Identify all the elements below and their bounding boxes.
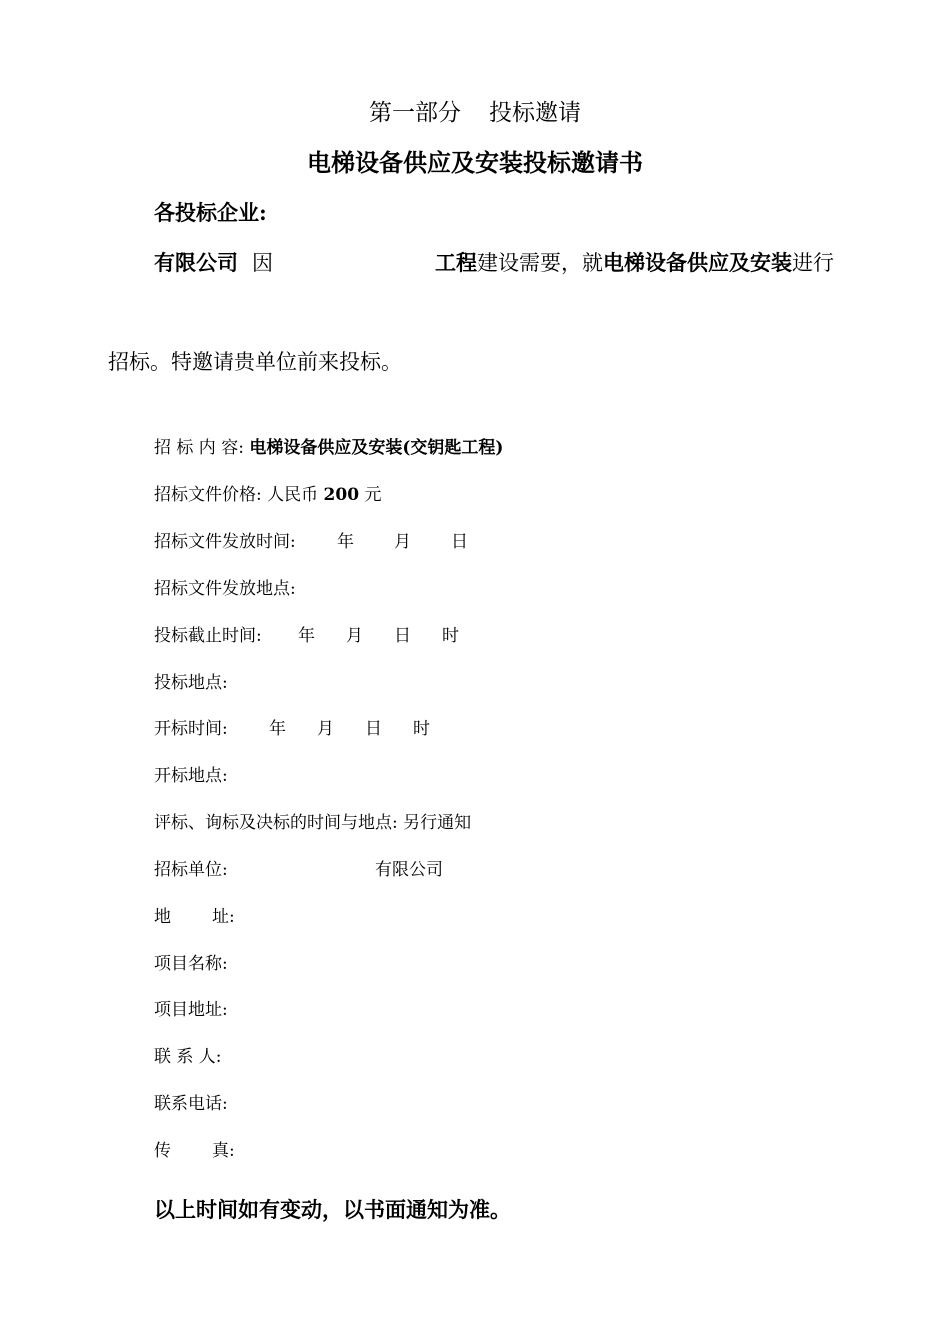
field-deadline	[154, 626, 459, 646]
field-issue-place: 招标文件发放地点:	[154, 579, 296, 599]
year-unit: 年	[298, 626, 315, 646]
hour-unit: 时	[442, 626, 459, 646]
field-label: 开标时间:	[154, 719, 228, 739]
price-unit: 元	[364, 485, 382, 505]
field-label: 招标单位:	[154, 860, 228, 880]
field-issue-time	[154, 532, 468, 552]
intro-line-1	[154, 252, 834, 274]
intro-line-2: 招标。特邀请贵单位前来投标。	[108, 350, 402, 374]
field-label: 投标截止时间:	[154, 626, 262, 646]
field-fax: 传 真:	[154, 1141, 235, 1161]
part-title	[0, 102, 950, 125]
need-text: 建设需要，就	[477, 251, 603, 275]
project-word: 工程	[435, 250, 477, 275]
day-unit: 日	[451, 532, 468, 552]
because-text: 因	[252, 251, 273, 275]
field-label: 招标文件发放时间:	[154, 532, 296, 552]
field-bid-place: 投标地点:	[154, 673, 228, 693]
subject-text: 电梯设备供应及安装	[603, 250, 792, 275]
field-project-name: 项目名称:	[154, 954, 228, 974]
field-label: 评标、询标及决标的时间与地点:	[154, 813, 398, 833]
month-unit: 月	[346, 626, 363, 646]
proceed-text: 进行	[792, 251, 834, 275]
part-name: 投标邀请	[489, 100, 581, 126]
field-value: 电梯设备供应及安装(交钥匙工程)	[249, 438, 504, 458]
document-title: 电梯设备供应及安装投标邀请书	[307, 148, 643, 177]
field-address: 地 址:	[154, 907, 235, 927]
field-label: 招 标 内 容:	[154, 438, 244, 458]
field-unit	[154, 860, 443, 880]
field-value: 有限公司	[375, 860, 443, 880]
field-content	[154, 440, 503, 457]
month-unit: 月	[394, 532, 411, 552]
day-unit: 日	[365, 719, 382, 739]
closing-note: 以上时间如有变动，以书面通知为准。	[154, 1197, 511, 1222]
field-price	[154, 487, 381, 504]
field-evaluation	[154, 815, 471, 832]
field-project-address: 项目地址:	[154, 1000, 228, 1020]
month-unit: 月	[317, 719, 334, 739]
field-contact: 联 系 人:	[154, 1047, 222, 1067]
price-amount: 200	[323, 485, 360, 505]
field-phone: 联系电话:	[154, 1094, 228, 1114]
field-open-place: 开标地点:	[154, 766, 228, 786]
field-value: 另行通知	[403, 813, 472, 833]
hour-unit: 时	[413, 719, 430, 739]
day-unit: 日	[394, 626, 411, 646]
field-open-time	[154, 719, 430, 739]
company-name: 有限公司	[154, 250, 238, 275]
salutation: 各投标企业:	[154, 200, 267, 225]
year-unit: 年	[269, 719, 286, 739]
field-label: 招标文件价格: 人民币	[154, 485, 319, 505]
year-unit: 年	[337, 532, 354, 552]
part-label: 第一部分	[369, 100, 461, 126]
